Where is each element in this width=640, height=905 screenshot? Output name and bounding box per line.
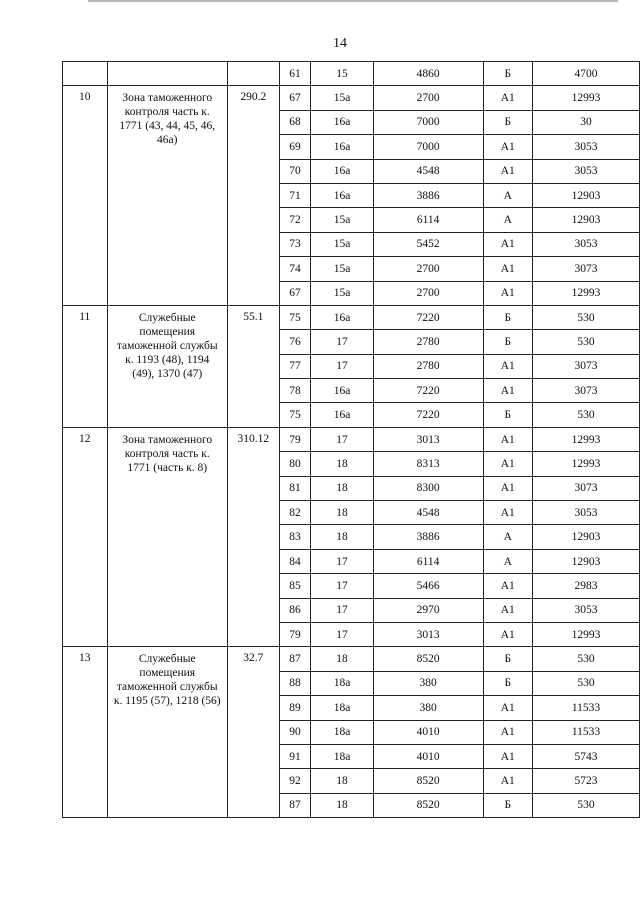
group-index-cell: 12	[63, 427, 108, 647]
value-cell: 530	[533, 647, 640, 671]
group-index-cell: 11	[63, 305, 108, 427]
distance-cell: 4548	[373, 501, 483, 525]
class-cell: А	[483, 525, 533, 549]
distance-cell: 3013	[373, 622, 483, 646]
group-index-cell: 13	[63, 647, 108, 818]
table-body	[63, 62, 640, 818]
point-number-cell: 75	[279, 305, 311, 329]
point-number-cell: 74	[279, 257, 311, 281]
point-number-cell: 67	[279, 86, 311, 110]
class-cell: Б	[483, 403, 533, 427]
table-row	[63, 427, 640, 451]
distance-cell: 3013	[373, 427, 483, 451]
value-cell: 5723	[533, 769, 640, 793]
point-ref-cell: 16а	[311, 183, 373, 207]
point-number-cell: 73	[279, 232, 311, 256]
group-name-cell: Служебные помещения таможенной службы к. 1195 (57), 1218 (56)	[107, 647, 227, 818]
distance-cell: 380	[373, 696, 483, 720]
point-ref-cell: 16а	[311, 379, 373, 403]
value-cell: 12903	[533, 549, 640, 573]
distance-cell: 5466	[373, 574, 483, 598]
point-number-cell: 83	[279, 525, 311, 549]
value-cell: 3073	[533, 476, 640, 500]
point-number-cell: 91	[279, 744, 311, 768]
point-ref-cell: 17	[311, 574, 373, 598]
point-ref-cell: 16а	[311, 159, 373, 183]
point-number-cell: 85	[279, 574, 311, 598]
distance-cell: 6114	[373, 549, 483, 573]
table-row	[63, 86, 640, 110]
value-cell: 11533	[533, 696, 640, 720]
point-ref-cell: 17	[311, 549, 373, 573]
distance-cell: 2700	[373, 86, 483, 110]
distance-cell: 4548	[373, 159, 483, 183]
point-ref-cell: 17	[311, 622, 373, 646]
class-cell: А1	[483, 86, 533, 110]
point-ref-cell: 16а	[311, 135, 373, 159]
point-number-cell: 76	[279, 330, 311, 354]
point-ref-cell: 17	[311, 427, 373, 451]
value-cell: 12993	[533, 452, 640, 476]
class-cell: А1	[483, 622, 533, 646]
value-cell: 11533	[533, 720, 640, 744]
point-number-cell: 82	[279, 501, 311, 525]
class-cell: А	[483, 208, 533, 232]
point-ref-cell: 15а	[311, 208, 373, 232]
distance-cell: 8520	[373, 769, 483, 793]
distance-cell: 7220	[373, 403, 483, 427]
class-cell: А1	[483, 501, 533, 525]
point-number-cell: 81	[279, 476, 311, 500]
class-cell: Б	[483, 110, 533, 134]
point-number-cell: 78	[279, 379, 311, 403]
distance-cell: 7220	[373, 305, 483, 329]
class-cell: Б	[483, 671, 533, 695]
point-ref-cell: 15а	[311, 232, 373, 256]
point-ref-cell: 18	[311, 647, 373, 671]
point-ref-cell: 15а	[311, 281, 373, 305]
class-cell: А1	[483, 232, 533, 256]
value-cell: 12903	[533, 208, 640, 232]
point-number-cell: 69	[279, 135, 311, 159]
distance-cell: 8300	[373, 476, 483, 500]
scan-top-edge-line	[88, 0, 618, 2]
value-cell: 530	[533, 330, 640, 354]
point-ref-cell: 17	[311, 330, 373, 354]
value-cell: 3053	[533, 159, 640, 183]
class-cell: А1	[483, 379, 533, 403]
group-name-cell: Зона таможенного контроля часть к. 1771 (часть к. 8)	[107, 427, 227, 647]
page-number: 14	[333, 36, 347, 51]
distance-cell: 380	[373, 671, 483, 695]
point-ref-cell: 16а	[311, 305, 373, 329]
class-cell: Б	[483, 647, 533, 671]
value-cell: 30	[533, 110, 640, 134]
table-row	[63, 647, 640, 671]
point-number-cell: 68	[279, 110, 311, 134]
distance-cell: 2700	[373, 281, 483, 305]
distance-cell: 7220	[373, 379, 483, 403]
point-ref-cell: 17	[311, 598, 373, 622]
class-cell: А1	[483, 598, 533, 622]
point-number-cell: 84	[279, 549, 311, 573]
point-number-cell: 87	[279, 647, 311, 671]
point-ref-cell: 18	[311, 525, 373, 549]
value-cell: 12993	[533, 86, 640, 110]
value-cell: 530	[533, 793, 640, 817]
class-cell: А1	[483, 159, 533, 183]
group-area-cell	[227, 62, 279, 86]
distance-cell: 8520	[373, 647, 483, 671]
value-cell: 3053	[533, 232, 640, 256]
point-number-cell: 79	[279, 427, 311, 451]
point-number-cell: 80	[279, 452, 311, 476]
point-number-cell: 90	[279, 720, 311, 744]
class-cell: Б	[483, 330, 533, 354]
distance-cell: 4860	[373, 62, 483, 86]
point-ref-cell: 18	[311, 769, 373, 793]
distance-cell: 4010	[373, 720, 483, 744]
distance-cell: 2970	[373, 598, 483, 622]
point-ref-cell: 18а	[311, 720, 373, 744]
group-name-cell: Зона таможенного контроля часть к. 1771 (43, 44, 45, 46, 46а)	[107, 86, 227, 306]
value-cell: 12993	[533, 281, 640, 305]
point-number-cell: 61	[279, 62, 311, 86]
distance-cell: 5452	[373, 232, 483, 256]
distance-cell: 2700	[373, 257, 483, 281]
group-name-cell: Служебные помещения таможенной службы к. 1193 (48), 1194 (49), 1370 (47)	[107, 305, 227, 427]
value-cell: 12903	[533, 525, 640, 549]
distance-cell: 2780	[373, 330, 483, 354]
point-number-cell: 88	[279, 671, 311, 695]
value-cell: 4700	[533, 62, 640, 86]
point-ref-cell: 18а	[311, 671, 373, 695]
group-area-cell: 55.1	[227, 305, 279, 427]
table-row	[63, 305, 640, 329]
point-number-cell: 77	[279, 354, 311, 378]
point-ref-cell: 15а	[311, 86, 373, 110]
value-cell: 3053	[533, 598, 640, 622]
distance-cell: 4010	[373, 744, 483, 768]
point-ref-cell: 16а	[311, 403, 373, 427]
distance-cell: 3886	[373, 183, 483, 207]
value-cell: 3053	[533, 135, 640, 159]
class-cell: А1	[483, 257, 533, 281]
value-cell: 3073	[533, 354, 640, 378]
class-cell: А1	[483, 427, 533, 451]
point-ref-cell: 18	[311, 501, 373, 525]
class-cell: А1	[483, 354, 533, 378]
point-ref-cell: 15а	[311, 257, 373, 281]
group-index-cell: 10	[63, 86, 108, 306]
class-cell: А1	[483, 452, 533, 476]
value-cell: 530	[533, 305, 640, 329]
class-cell: Б	[483, 305, 533, 329]
value-cell: 3073	[533, 379, 640, 403]
value-cell: 530	[533, 403, 640, 427]
point-ref-cell: 18	[311, 476, 373, 500]
class-cell: Б	[483, 62, 533, 86]
group-area-cell: 290.2	[227, 86, 279, 306]
value-cell: 12993	[533, 622, 640, 646]
point-ref-cell: 18а	[311, 696, 373, 720]
class-cell: А1	[483, 476, 533, 500]
class-cell: А1	[483, 696, 533, 720]
point-number-cell: 86	[279, 598, 311, 622]
data-table	[62, 61, 640, 818]
point-number-cell: 79	[279, 622, 311, 646]
point-ref-cell: 15	[311, 62, 373, 86]
point-number-cell: 72	[279, 208, 311, 232]
value-cell: 12993	[533, 427, 640, 451]
distance-cell: 6114	[373, 208, 483, 232]
group-name-cell	[107, 62, 227, 86]
point-number-cell: 87	[279, 793, 311, 817]
point-number-cell: 71	[279, 183, 311, 207]
class-cell: Б	[483, 793, 533, 817]
point-ref-cell: 18	[311, 452, 373, 476]
value-cell: 2983	[533, 574, 640, 598]
point-number-cell: 89	[279, 696, 311, 720]
point-number-cell: 67	[279, 281, 311, 305]
class-cell: А1	[483, 769, 533, 793]
class-cell: А1	[483, 281, 533, 305]
point-ref-cell: 17	[311, 354, 373, 378]
point-number-cell: 75	[279, 403, 311, 427]
value-cell: 12903	[533, 183, 640, 207]
distance-cell: 7000	[373, 110, 483, 134]
point-ref-cell: 16а	[311, 110, 373, 134]
table-row	[63, 62, 640, 86]
point-number-cell: 70	[279, 159, 311, 183]
class-cell: А1	[483, 744, 533, 768]
group-index-cell	[63, 62, 108, 86]
distance-cell: 8313	[373, 452, 483, 476]
distance-cell: 8520	[373, 793, 483, 817]
point-number-cell: 92	[279, 769, 311, 793]
value-cell: 5743	[533, 744, 640, 768]
value-cell: 3053	[533, 501, 640, 525]
class-cell: А1	[483, 135, 533, 159]
value-cell: 530	[533, 671, 640, 695]
point-ref-cell: 18	[311, 793, 373, 817]
class-cell: А	[483, 183, 533, 207]
distance-cell: 7000	[373, 135, 483, 159]
class-cell: А	[483, 549, 533, 573]
group-area-cell: 310.12	[227, 427, 279, 647]
group-area-cell: 32.7	[227, 647, 279, 818]
class-cell: А1	[483, 720, 533, 744]
distance-cell: 3886	[373, 525, 483, 549]
distance-cell: 2780	[373, 354, 483, 378]
point-ref-cell: 18а	[311, 744, 373, 768]
class-cell: А1	[483, 574, 533, 598]
value-cell: 3073	[533, 257, 640, 281]
